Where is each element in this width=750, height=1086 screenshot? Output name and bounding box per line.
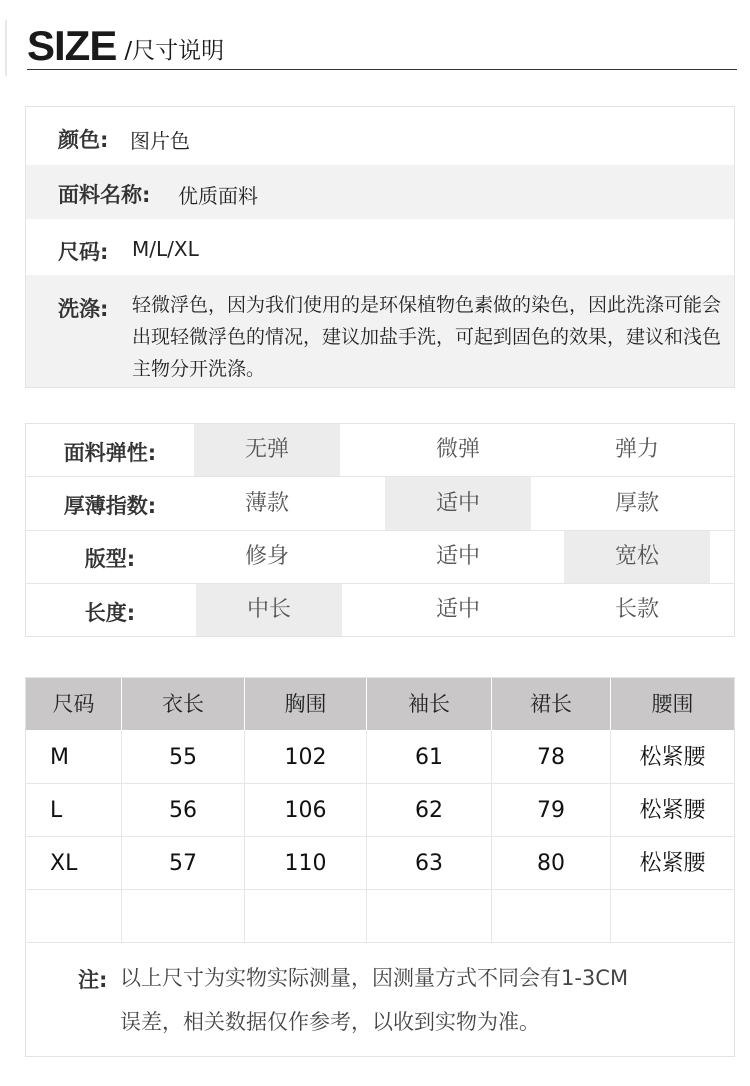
cell-waist-l: 松紧腰 bbox=[639, 798, 706, 823]
cell-skirt-l: 79 bbox=[537, 798, 565, 823]
header-waist: 腰围 bbox=[651, 692, 694, 716]
cell-bust-l: 106 bbox=[284, 798, 327, 823]
header-length: 衣长 bbox=[162, 692, 204, 716]
info-row-size bbox=[26, 219, 734, 275]
fit-option-loose: 宽松 bbox=[564, 531, 710, 583]
stretch-option-slight: 微弹 bbox=[435, 437, 480, 462]
info-row-wash bbox=[26, 275, 734, 387]
thickness-option-medium: 适中 bbox=[385, 477, 531, 530]
header-divider bbox=[366, 678, 367, 730]
header-bust: 胸围 bbox=[284, 692, 327, 716]
size-label: 尺码: bbox=[58, 240, 109, 264]
title-en: SIZE bbox=[27, 22, 117, 69]
fabric-property-table bbox=[25, 423, 735, 637]
length-option-long: 长款 bbox=[614, 597, 659, 622]
row-divider bbox=[26, 942, 734, 943]
header-divider bbox=[610, 678, 611, 730]
cell-bust-xl: 110 bbox=[284, 851, 327, 876]
cell-size-l: L bbox=[50, 798, 63, 823]
cell-waist-xl: 松紧腰 bbox=[639, 851, 706, 876]
cell-waist-m: 松紧腰 bbox=[639, 745, 706, 770]
cell-skirt-xl: 80 bbox=[537, 851, 565, 876]
cell-length-m: 55 bbox=[169, 745, 197, 770]
fit-label: 版型: bbox=[84, 547, 136, 571]
thickness-option-thick: 厚款 bbox=[614, 491, 659, 516]
header-accent-bar bbox=[5, 20, 7, 76]
header-divider bbox=[244, 678, 245, 730]
header-size: 尺码 bbox=[52, 692, 95, 716]
stretch-label: 面料弹性: bbox=[63, 441, 157, 465]
note-label: 注: bbox=[78, 968, 108, 992]
cell-skirt-m: 78 bbox=[537, 745, 565, 770]
cell-sleeve-m: 61 bbox=[415, 745, 443, 770]
stretch-option-none: 无弹 bbox=[194, 424, 340, 476]
fabric-value: 优质面料 bbox=[178, 184, 258, 208]
header-sleeve: 袖长 bbox=[408, 692, 450, 716]
stretch-option-elastic: 弹力 bbox=[614, 437, 659, 462]
title-cn: /尺寸说明 bbox=[124, 38, 225, 64]
cell-length-l: 56 bbox=[169, 798, 197, 823]
cell-size-m: M bbox=[50, 745, 69, 770]
color-label: 颜色: bbox=[58, 128, 109, 152]
thickness-option-thin: 薄款 bbox=[244, 491, 289, 516]
length-option-midi: 中长 bbox=[196, 584, 342, 636]
length-option-medium: 适中 bbox=[435, 597, 480, 622]
info-row-fabric bbox=[26, 165, 734, 219]
cell-size-xl: XL bbox=[50, 851, 78, 876]
size-value: M/L/XL bbox=[132, 237, 199, 261]
header-divider bbox=[27, 69, 737, 70]
fit-option-slim: 修身 bbox=[244, 544, 289, 569]
cell-length-xl: 57 bbox=[169, 851, 197, 876]
fabric-label: 面料名称: bbox=[58, 183, 151, 207]
note-text-line2: 误差，相关数据仅作参考，以收到实物为准。 bbox=[120, 1010, 540, 1034]
info-row-color bbox=[26, 107, 734, 165]
color-value: 图片色 bbox=[130, 129, 190, 153]
cell-sleeve-xl: 63 bbox=[415, 851, 443, 876]
size-table-header bbox=[26, 678, 734, 730]
fit-option-regular: 适中 bbox=[435, 544, 480, 569]
wash-label: 洗涤: bbox=[58, 297, 109, 321]
length-label: 长度: bbox=[84, 601, 136, 625]
page-title bbox=[27, 20, 225, 69]
thickness-label: 厚薄指数: bbox=[63, 494, 157, 518]
size-table bbox=[25, 677, 735, 1057]
cell-bust-m: 102 bbox=[284, 745, 327, 770]
note-text-line1: 以上尺寸为实物实际测量，因测量方式不同会有1-3CM bbox=[120, 966, 629, 990]
header-divider bbox=[121, 678, 122, 730]
product-info-box bbox=[25, 106, 735, 388]
cell-sleeve-l: 62 bbox=[415, 798, 443, 823]
wash-text: 轻微浮色，因为我们使用的是环保植物色素做的染色，因此洗涤可能会出现轻微浮色的情况，建议加盐手洗，可起到固色的效果，建议和浅色主物分开洗涤。 bbox=[132, 294, 722, 380]
header-skirt-length: 裙长 bbox=[530, 692, 572, 716]
header-divider bbox=[491, 678, 492, 730]
